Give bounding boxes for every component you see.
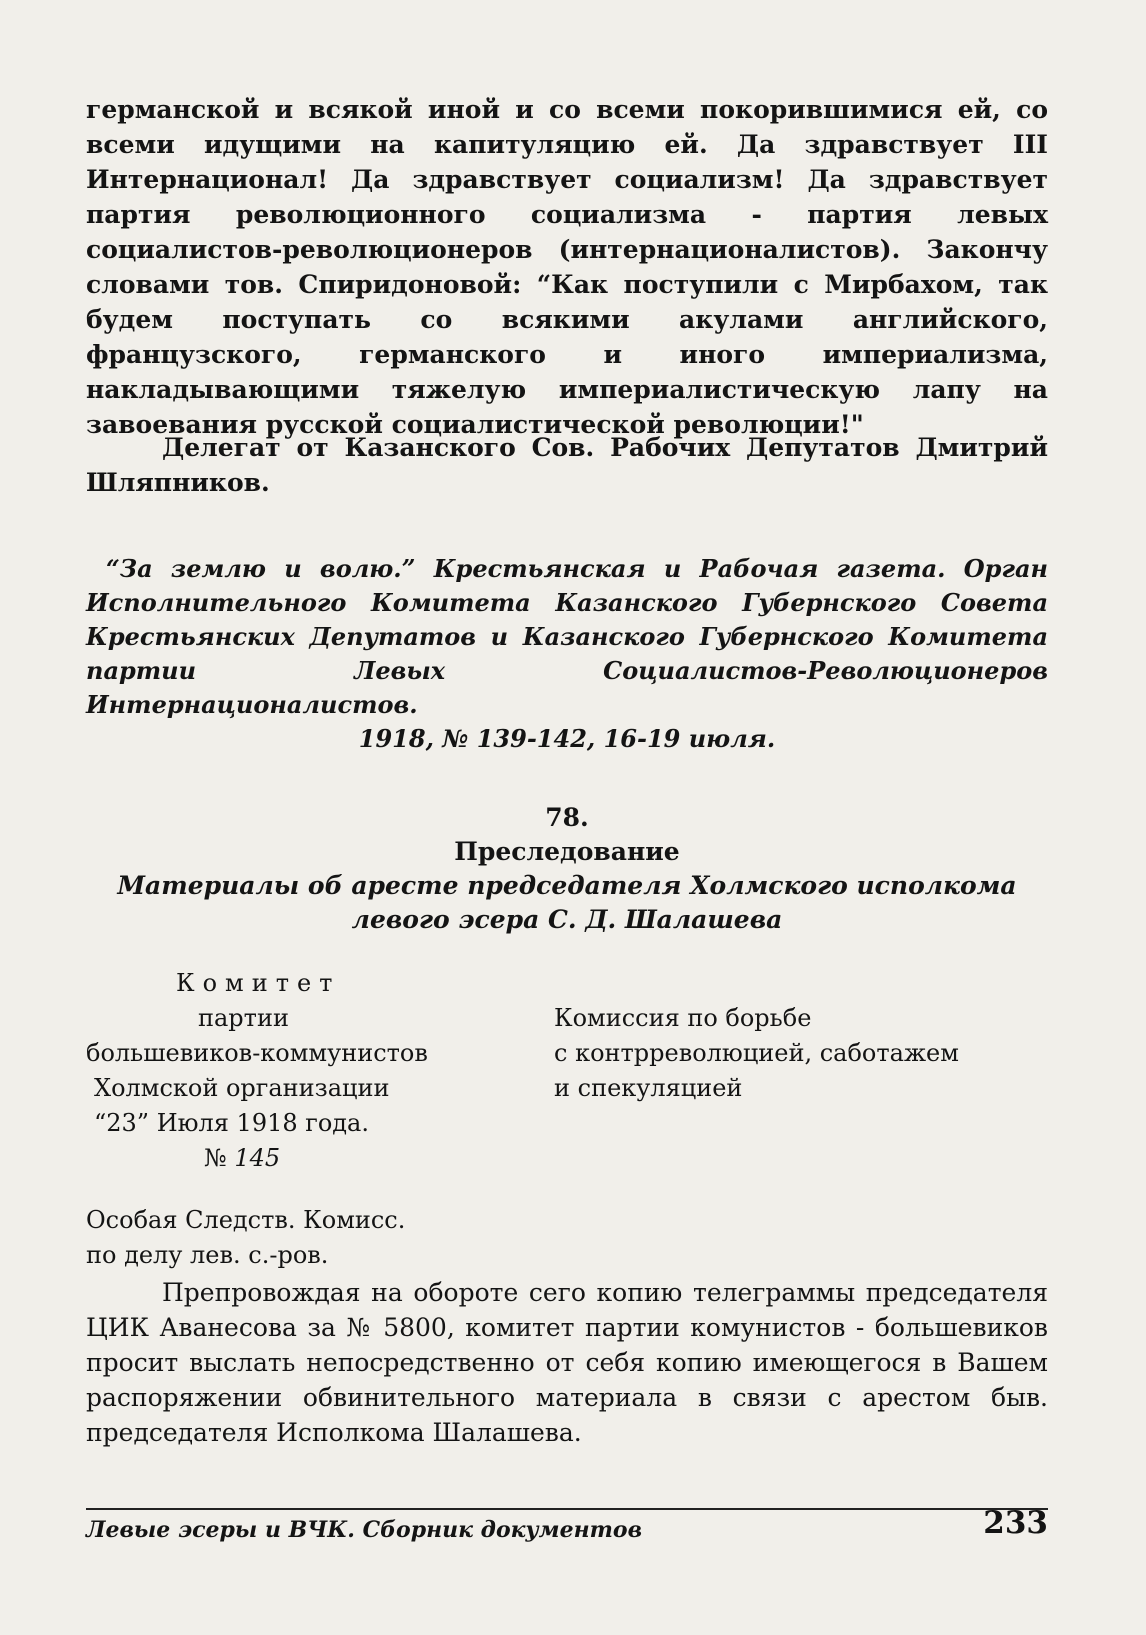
left-header-number [86,1141,456,1176]
document-number: 78. [545,803,589,832]
left-header-line3: большевиков-коммунистов [86,1039,428,1067]
addressee-line2: по делу лев. с.-ров. [86,1241,329,1269]
document-title: Преследование [454,837,680,866]
left-header-line1: Комитет [176,969,341,997]
document-subtitle-2: левого эсера С. Д. Шалашева [351,905,783,934]
source-issue: 1918, № 139-142, 16-19 июля. [358,724,776,753]
footer-rule [86,1508,1048,1510]
addressee-line1: Особая Следств. Комисс. [86,1206,406,1234]
left-header-line2: партии [198,1004,289,1032]
right-header-line3: и спекуляцией [554,1074,743,1102]
left-header-line4: Холмской организации [94,1074,390,1102]
document-subtitle-1: Материалы об аресте председателя Холмского исполкома [117,871,1017,900]
right-header-line1: Комиссия по борьбе [554,1004,812,1032]
right-header-line2: с контрреволюцией, саботажем [554,1039,959,1067]
signature-block [86,430,1048,500]
addressee [86,1203,586,1273]
paragraph-bottom [86,1275,1048,1450]
paragraph-bottom-text: Препровождая на обороте сего копию телеграммы председателя ЦИК Аванесова за № 5800, комитет партии комунистов - большевиков просит выслать непосредственно от себя копию имеющегося в Вашем распоряжении обвинительного материала в связи с арестом быв. председателя Исполкома Шалашева. [86,1278,1048,1447]
left-header-date: “23” Июля 1918 года. [94,1109,369,1137]
number-value: 145 [234,1144,281,1172]
paragraph-top [86,92,1048,442]
signature-text: Делегат от Казанского Сов. Рабочих Депутатов Дмитрий Шляпников. [86,433,1048,497]
source-citation [86,552,1048,756]
right-header [554,1001,1048,1106]
source-text: “За землю и волю.” Крестьянская и Рабочая газета. Орган Исполнительного Комитета Казанского Губернского Совета Крестьянских Депутатов и Казанского Губернского Комитета партии Левых Социалистов-Революционеров Интернационалистов. [86,554,1048,719]
footer-book-title: Левые эсеры и ВЧК. Сборник документов [86,1517,643,1543]
left-header [86,966,456,1176]
number-label: № [204,1144,227,1172]
paragraph-top-text: германской и всякой иной и со всеми покорившимися ей, со всеми идущими на капитуляцию ей. Да здравствует III Интернационал! Да здравствует социализм! Да здравствует партия революционного социализма - партия левых социалистов-революционеров (интернационалистов). Закончу словами тов. Спиридоновой: “Как поступили с Мирбахом, так будем поступать со всякими акулами английского, французского, германского и иного империализма, накладывающими тяжелую империалистическую лапу на завоевания русской социалистической революции!" [86,95,1048,439]
footer-page-number: 233 [983,1505,1048,1541]
